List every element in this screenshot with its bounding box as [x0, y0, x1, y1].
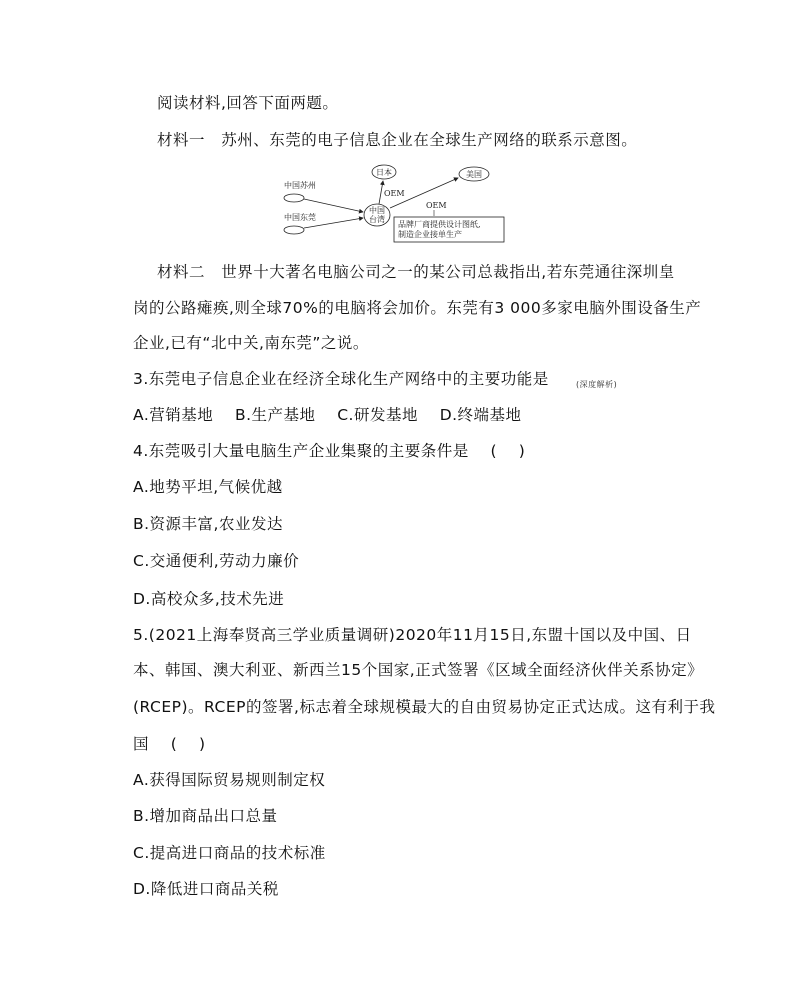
material-one-text: 材料一 苏州、东莞的电子信息企业在全球生产网络的联系示意图。: [157, 131, 638, 149]
suzhou-node: [284, 194, 304, 202]
question-5-line-2: 本、韩国、澳大利亚、新西兰15个国家,正式签署《区域全面经济伙伴关系协定》: [133, 661, 704, 679]
oem-label-1: OEM: [384, 189, 405, 198]
question-5-option-a: A.获得国际贸易规则制定权: [133, 771, 326, 789]
intro-text: 阅读材料,回答下面两题。: [157, 94, 339, 112]
dongguan-label: 中国东莞: [284, 213, 316, 222]
taiwan-label-1: 中国: [369, 206, 385, 215]
question-4-option-b: B.资源丰富,农业发达: [133, 515, 283, 533]
material-two-line-2: 岗的公路瘫痪,则全球70%的电脑将会加价。东莞有3 000多家电脑外围设备生产: [133, 299, 702, 317]
question-5-option-c: C.提高进口商品的技术标准: [133, 844, 326, 862]
oem-label-2: OEM: [426, 201, 447, 210]
question-3-options: A.营销基地 B.生产基地 C.研发基地 D.终端基地: [133, 406, 522, 424]
arrow-suzhou-taiwan: [304, 199, 363, 212]
question-5-option-b: B.增加商品出口总量: [133, 807, 278, 825]
question-4-option-c: C.交通便利,劳动力廉价: [133, 552, 300, 570]
usa-label: 美国: [466, 170, 482, 179]
question-3-stem: 3.东莞电子信息企业在经济全球化生产网络中的主要功能是: [133, 370, 549, 388]
question-4-stem: 4.东莞吸引大量电脑生产企业集聚的主要条件是 ( ): [133, 442, 526, 460]
japan-label: 日本: [376, 168, 392, 177]
note-line-1: 品牌厂商提供设计图纸,: [398, 220, 481, 229]
material-two-line-1: 材料二 世界十大著名电脑公司之一的某公司总裁指出,若东莞通往深圳皇: [157, 263, 675, 281]
question-3-tag: (深度解析): [576, 380, 618, 389]
question-5-line-1: 5.(2021上海奉贤高三学业质量调研)2020年11月15日,东盟十国以及中国、日: [133, 626, 692, 644]
suzhou-label: 中国苏州: [284, 181, 316, 190]
taiwan-label-2: 台湾: [369, 215, 385, 224]
question-5-line-3: (RCEP)。RCEP的签署,标志着全球规模最大的自由贸易协定正式达成。这有利于我: [133, 698, 716, 716]
material-two-line-3: 企业,已有“北中关,南东莞”之说。: [133, 334, 369, 352]
question-4-option-d: D.高校众多,技术先进: [133, 590, 285, 608]
note-line-2: 制造企业接单生产: [398, 230, 462, 239]
arrow-taiwan-japan: [379, 181, 383, 204]
question-4-option-a: A.地势平坦,气候优越: [133, 478, 283, 496]
production-network-diagram: [280, 158, 520, 246]
question-5-line-4: 国 ( ): [133, 735, 206, 753]
question-5-option-d: D.降低进口商品关税: [133, 880, 279, 898]
dongguan-node: [284, 226, 304, 234]
